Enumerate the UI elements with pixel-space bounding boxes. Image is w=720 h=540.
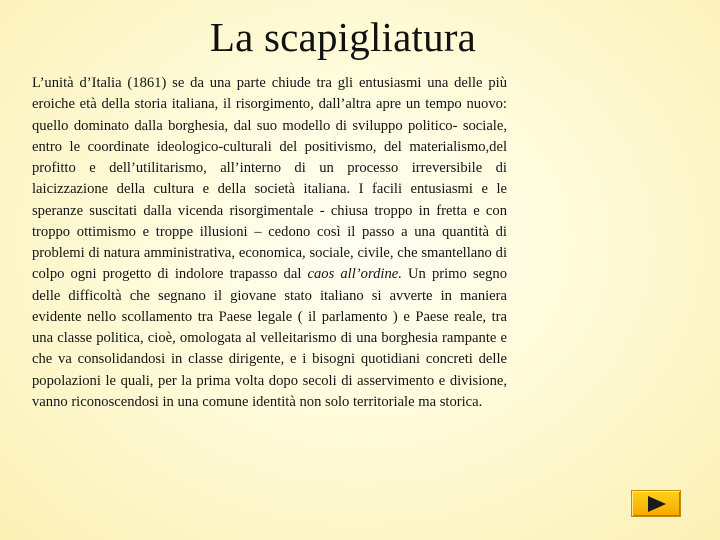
paragraph-text-after: Un primo segno delle difficoltà che segnano il giovane stato italiano si avverte in maniera evidente nello scollamento tra Paese legale ( il parlamento ) e Paese reale, tra una classe politica, cioè, omologata al velleitarismo di una borghesia rampante e che va consolidandosi in classe dirigente, e i bisogni quotidiani concreti delle popolazioni le quali, per la prima volta dopo secoli di asservimento e divisione, vanno riconoscendosi in una comune identità non solo territoriale ma storica. [32, 266, 507, 410]
play-right-arrow-icon [647, 495, 667, 513]
paragraph-text-before: L’unità d’Italia (1861) se da una parte chiude tra gli entusiasmi una delle più eroiche età della storia italiana, il risorgimento, dall’altra apre un tempo nuovo: quello dominato dalla borghesia, dal suo modello di sviluppo politico- sociale, entro le coordinate ideologico-culturali del positivismo, del materialismo,del profitto e dell’utilitarismo, all’interno di un processo irreversibile di laicizzazione della cultura e della società italiana. I facili entusiasmi e le speranze suscitati dalla vicenda risorgimentale - chiusa troppo in fretta e con troppo ottimismo e troppe illusioni – cedono così il passo a una quantità di problemi di natura amministrativa, economica, sociale, civile, che smantellano di colpo ogni progetto di indolore trapasso dal [32, 75, 507, 283]
paragraph-italic-phrase: caos all’ordine. [307, 266, 402, 283]
page-title: La scapigliatura [209, 14, 477, 60]
next-slide-button[interactable] [631, 490, 681, 517]
body-paragraph [32, 73, 507, 413]
